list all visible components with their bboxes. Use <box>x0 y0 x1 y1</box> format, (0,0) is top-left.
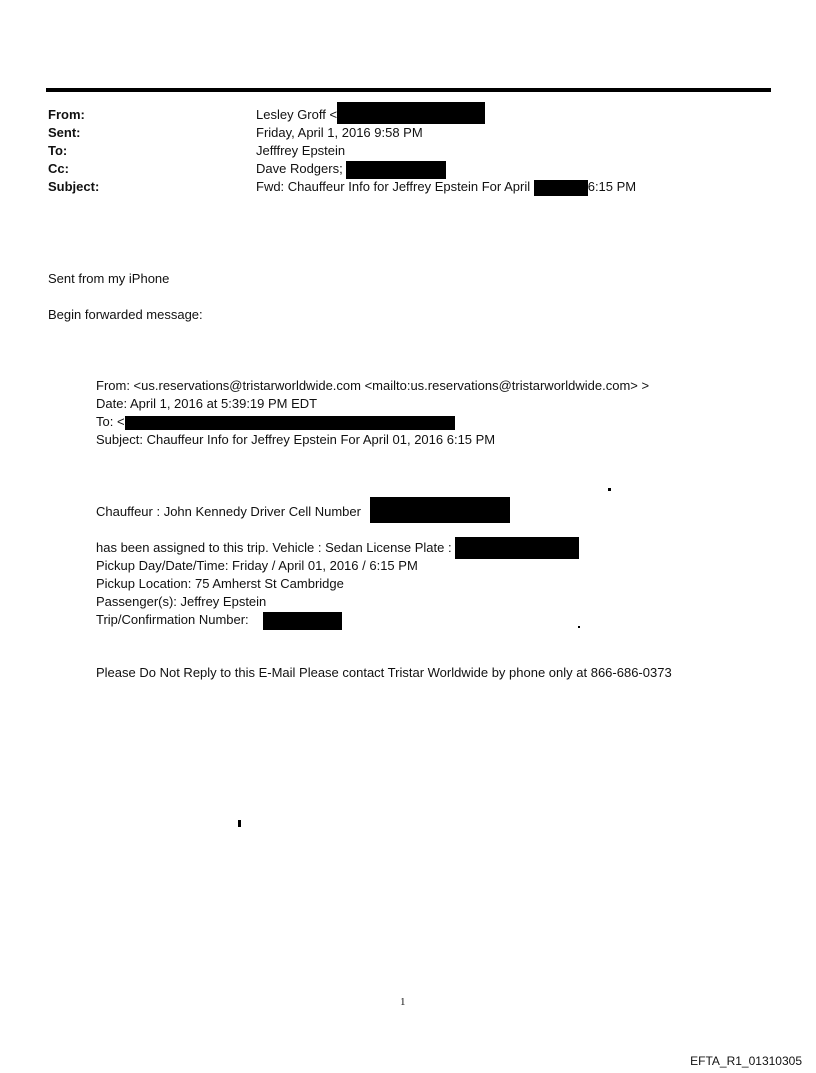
to-row <box>48 142 768 160</box>
from-label: From: <box>48 107 85 122</box>
cc-label: Cc: <box>48 161 69 176</box>
subject-row <box>48 178 768 196</box>
cc-value: Dave Rodgers; <box>256 161 343 176</box>
redaction-block <box>337 102 485 124</box>
do-not-reply-line: Please Do Not Reply to this E-Mail Please contact Tristar Worldwide by phone only at 866-686-0373 <box>96 665 672 680</box>
email-header <box>48 106 768 196</box>
redaction-block <box>370 497 510 523</box>
stray-mark <box>578 626 580 628</box>
fwd-date-line: Date: April 1, 2016 at 5:39:19 PM EDT <box>96 396 318 411</box>
passengers-line: Passenger(s): Jeffrey Epstein <box>96 594 267 609</box>
redaction-block <box>534 180 588 196</box>
redaction-block <box>346 161 446 179</box>
sent-label: Sent: <box>48 125 81 140</box>
cc-row <box>48 160 768 178</box>
confirmation-line: Trip/Confirmation Number: <box>96 612 249 627</box>
to-label: To: <box>48 143 68 158</box>
subject-value: Fwd: Chauffeur Info for Jeffrey Epstein For April <box>256 179 531 194</box>
fwd-to-line <box>96 413 455 431</box>
fwd-subject-line: Subject: Chauffeur Info for Jeffrey Epstein For April 01, 2016 6:15 PM <box>96 432 496 447</box>
assigned-line: has been assigned to this trip. Vehicle : Sedan License Plate : <box>96 540 452 555</box>
redaction-block <box>263 612 342 630</box>
chauffeur-text: Chauffeur : John Kennedy Driver Cell Number <box>96 504 361 519</box>
header-divider <box>46 88 771 92</box>
begin-forwarded-line: Begin forwarded message: <box>48 307 203 322</box>
from-row <box>48 106 768 124</box>
redaction-block <box>125 416 455 430</box>
chauffeur-line <box>96 503 361 521</box>
subject-label: Subject: <box>48 179 100 194</box>
subject-tail: 6:15 PM <box>587 179 637 194</box>
sent-value: Friday, April 1, 2016 9:58 PM <box>256 125 423 140</box>
pickup-time-line: Pickup Day/Date/Time: Friday / April 01, 2016 / 6:15 PM <box>96 558 418 573</box>
pickup-location-line: Pickup Location: 75 Amherst St Cambridge <box>96 576 344 591</box>
bates-number: EFTA_R1_01310305 <box>690 1054 802 1068</box>
stray-mark <box>608 488 611 491</box>
stray-mark <box>238 820 241 827</box>
sent-row <box>48 124 768 142</box>
page-number: 1 <box>400 996 406 1008</box>
from-value: Lesley Groff < <box>256 107 338 122</box>
to-value: Jefffrey Epstein <box>256 143 346 158</box>
fwd-to-label: To: < <box>96 414 125 429</box>
sent-from-line: Sent from my iPhone <box>48 271 170 286</box>
redaction-block <box>455 537 579 559</box>
fwd-from-line: From: <us.reservations@tristarworldwide.com <mailto:us.reservations@tristarworldwide.com> > <box>96 378 650 393</box>
